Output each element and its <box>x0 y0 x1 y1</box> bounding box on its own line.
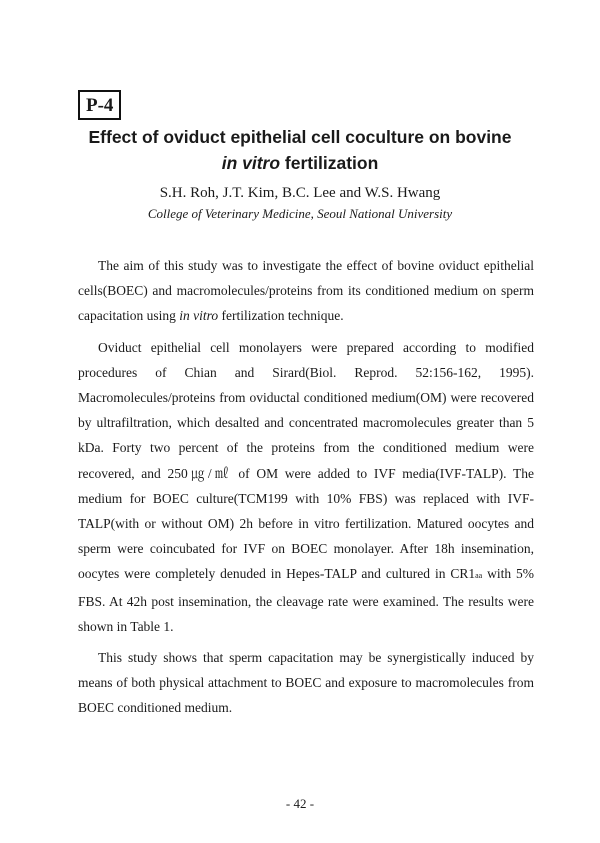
subscript-aa: aa <box>475 571 483 581</box>
title-line-2: fertilization <box>280 153 379 173</box>
paragraph-methods <box>78 335 534 639</box>
paragraph-conclusion: This study shows that sperm capacitation may be synergistically induced by means of both physical attachment to BOEC and exposure to macromolecules from BOEC conditioned medium. <box>78 650 534 716</box>
paragraph-aim-text: The aim of this study was to investigate the effect of bovine oviduct epithelial cells(BOEC) and macromolecules/proteins from its conditioned medium on sperm capacitation using <box>78 258 534 324</box>
title-italic: in vitro <box>221 153 281 173</box>
paper-title <box>40 124 560 176</box>
abstract-body <box>78 253 534 727</box>
paragraph-aim-end: fertilization technique. <box>218 308 344 324</box>
page-number: - 42 - <box>285 796 315 811</box>
paragraph-methods-text: Oviduct epithelial cell monolayers were prepared according to modified procedures of Chian and Sirard(Biol. Reprod. 52:156-162, 1995). Macromolecules/proteins from oviductal conditioned medium(OM) were recovered by ultrafiltration, which desalted and concentrated macromolecules greater than 5 kDa. Forty two percent of the proteins from the conditioned medium were recovered, and 250㎍/㎖ of OM were added to IVF media(IVF-TALP). The medium for BOEC culture(TCM199 with 10% FBS) was replaced with IVF-TALP(with or without OM) 2h before in vitro fertilization. Matured oocytes and sperm were coincubated for IVF on BOEC monolayer. After 18h insemination, oocytes were completely denuded in Hepes-TALP and cultured in CR1 <box>78 339 534 582</box>
paragraph-methods-end: with 5% FBS. At 42h post insemination, the cleavage rate were examined. The results were shown in Table 1. <box>78 566 534 634</box>
affiliation: College of Veterinary Medicine, Seoul National University <box>147 206 453 221</box>
paragraph-aim-italic: in vitro <box>179 308 219 324</box>
abstract-label: P-4 <box>78 90 121 120</box>
paragraph-aim <box>78 253 534 329</box>
title-line-1: Effect of oviduct epithelial cell coculture on bovine <box>88 127 512 147</box>
authors: S.H. Roh, J.T. Kim, B.C. Lee and W.S. Hwang <box>159 185 441 201</box>
